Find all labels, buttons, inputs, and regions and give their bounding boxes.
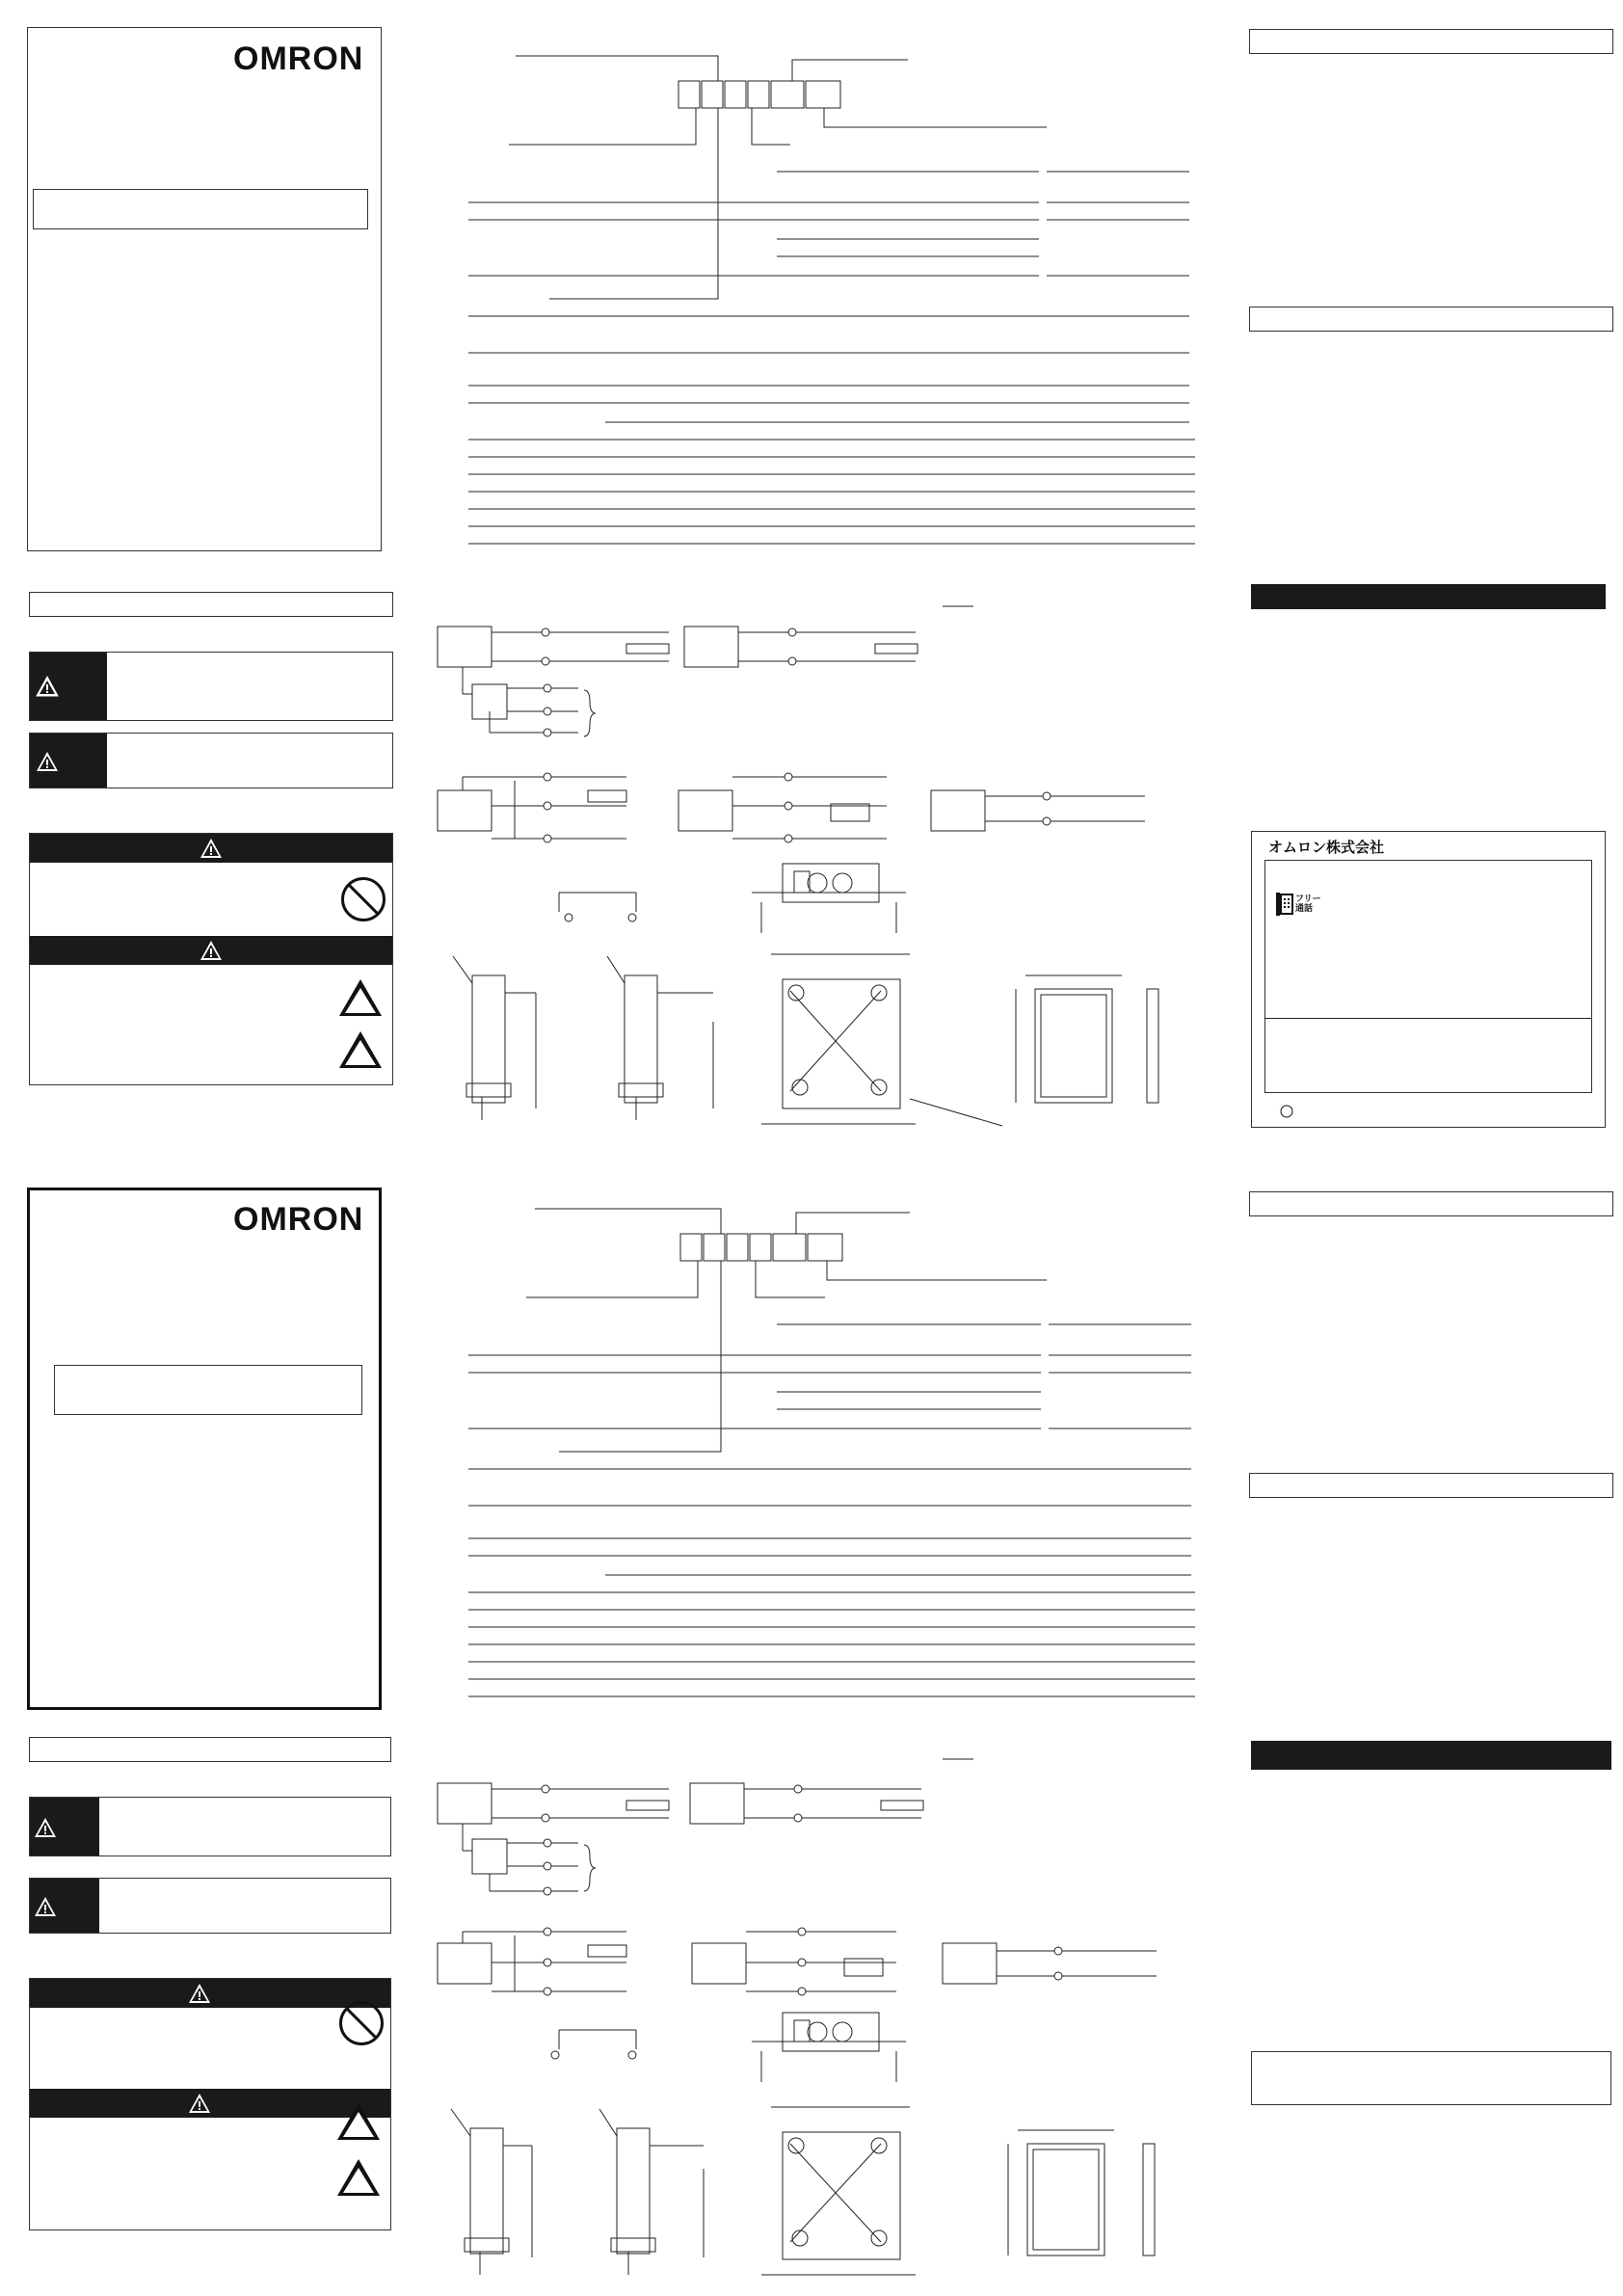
free-call-line-2: 通話 [1295, 904, 1314, 914]
company-name: オムロン株式会社 [1268, 839, 1385, 856]
omron-logo: OMRON [233, 1201, 364, 1238]
free-call-label [1295, 894, 1321, 914]
right-section-bar [1251, 1741, 1611, 1770]
free-call-line-1: フリー [1295, 894, 1321, 904]
recycle-mark-icon [1280, 1105, 1293, 1118]
dimension-drawings [0, 1986, 1195, 2294]
dimension-drawings [0, 848, 1195, 1137]
contact-divider [1264, 1018, 1592, 1019]
right-section-header-2 [1249, 1473, 1613, 1498]
model-code-diagram [0, 0, 1195, 578]
phone-icon [1276, 893, 1293, 916]
right-section-header-1 [1249, 1191, 1613, 1216]
model-code-diagram [0, 1153, 1195, 1731]
omron-logo: OMRON [233, 40, 364, 77]
right-section-bar [1251, 584, 1606, 609]
right-section-header-1 [1249, 29, 1613, 54]
right-section-header-2 [1249, 307, 1613, 332]
circuit-diagrams [0, 598, 1195, 887]
notice-box [1251, 2051, 1611, 2105]
